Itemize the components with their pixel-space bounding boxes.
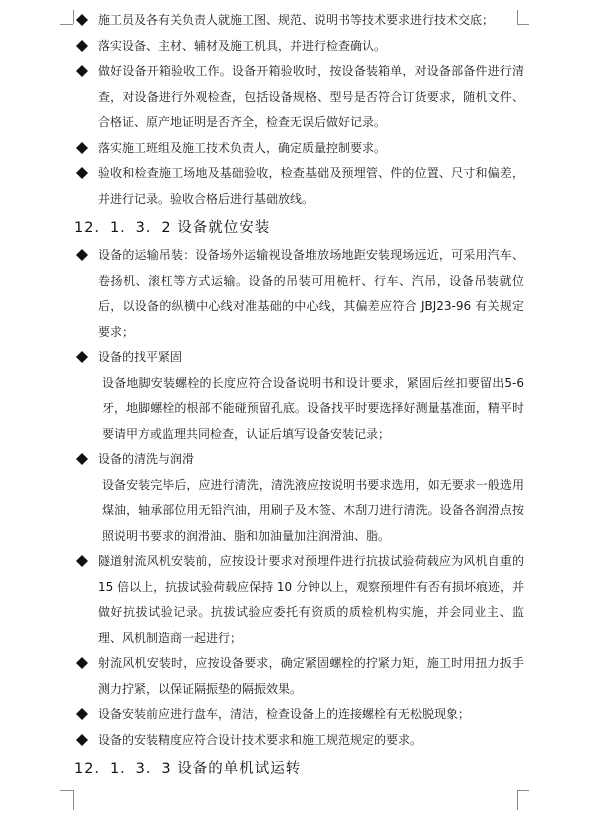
list-item [74,345,524,447]
section-heading: 12．1．3．3 设备的单机试运转 [74,761,302,777]
black-diamond-bullet-icon [76,249,88,261]
black-diamond-bullet-icon [76,167,88,179]
list-item [74,59,524,136]
list-item-text: 设备安装前应进行盘车，清洁，检查设备上的连接螺栓有无松脱现象； [98,707,471,721]
list-item-text: 设备安装完毕后，应进行清洗，清洗液应按说明书要求选用，如无要求一般选用煤油，轴承部位用无铅汽油，用刷子及木签、木刮刀进行清洗。设备各润滑点按照说明书要求的润滑油、脂和加油量加注润滑油、脂。 [102,477,524,543]
list-item-text: 做好设备开箱验收工作。设备开箱验收时，按设备装箱单，对设备部备件进行清查，对设备进行外观检查，包括设备规格、型号是否符合订货要求，随机文件、合格证、原产地证明是否齐全，检查无误后做好记录。 [98,64,524,129]
black-diamond-bullet-icon [76,453,88,465]
list-item-text: 落实施工班组及施工技术负责人，确定质量控制要求。 [98,140,387,155]
list-item-title: 设备的找平紧固 [98,350,183,364]
black-diamond-bullet-icon [76,734,88,746]
list-item-text: 射流风机安装时，应按设备要求，确定紧固螺栓的拧紧力矩，施工时用扭力扳手测力拧紧，以保证隔振垫的隔振效果。 [98,656,524,696]
crop-mark-top-left-vertical [60,10,74,24]
list-item-text: 验收和检查施工场地及基础验收，检查基础及预埋管、件的位置、尺寸和偏差，并进行记录。验收合格后进行基础放线。 [98,166,524,206]
black-diamond-bullet-icon [76,708,88,720]
list-item [74,651,524,702]
list-item-title: 设备的清洗与润滑 [98,452,195,466]
list-item [74,728,524,754]
black-diamond-bullet-icon [76,65,88,77]
list-item [74,243,524,345]
section-heading: 12．1．3．2 设备就位安装 [74,220,271,236]
black-diamond-bullet-icon [76,14,88,26]
list-item-text: 设备的安装精度应符合设计技术要求和施工规范规定的要求。 [98,732,423,747]
crop-mark-top-left [60,24,73,25]
document-body [74,8,524,784]
list-item [74,702,524,728]
list-item [74,161,524,212]
list-item-text: 设备的运输吊装：设备场外运输视设备堆放场地距安装现场远近，可采用汽车、卷扬机、滚杠等方式运输。设备的吊装可用桅杆、行车、汽吊，设备吊装就位后，以设备的纵横中心线对准基础的中心线，其偏差应符合 JBJ23-96 有关规定要求； [98,248,524,339]
black-diamond-bullet-icon [76,351,88,363]
black-diamond-bullet-icon [76,657,88,669]
list-item [74,8,524,34]
list-item [74,136,524,162]
crop-mark-bottom-left-vertical [60,790,74,810]
list-item [74,549,524,651]
black-diamond-bullet-icon [76,555,88,567]
list-item-text: 隧道射流风机安装前，应按设计要求对预埋件进行抗拔试验荷载应为风机自重的 15 倍以上，抗拔试验荷载应保持 10 分钟以上，观察预埋件有否有损坏痕迹，并做好抗拔试验记录。抗拔试验应委托有资质的质检机构实施，并会同业主、监理、风机制造商一起进行； [98,554,524,645]
list-item-text: 施工员及各有关负责人就施工图、规范、说明书等技术要求进行技术交底； [98,13,495,27]
black-diamond-bullet-icon [76,40,88,52]
list-item [74,34,524,60]
crop-mark-bottom-right-vertical [517,790,530,810]
list-item-text: 落实设备、主材、辅材及施工机具，并进行检查确认。 [98,38,387,53]
black-diamond-bullet-icon [76,142,88,154]
list-item-text: 设备地脚安装螺栓的长度应符合设备说明书和设计要求，紧固后丝扣要留出5-6 牙，地脚螺栓的根部不能碰预留孔底。设备找平时要选择好测量基准面，精平时要请甲方或监理共同检查，认证后填写设备安装记录； [102,375,524,441]
list-item [74,447,524,549]
